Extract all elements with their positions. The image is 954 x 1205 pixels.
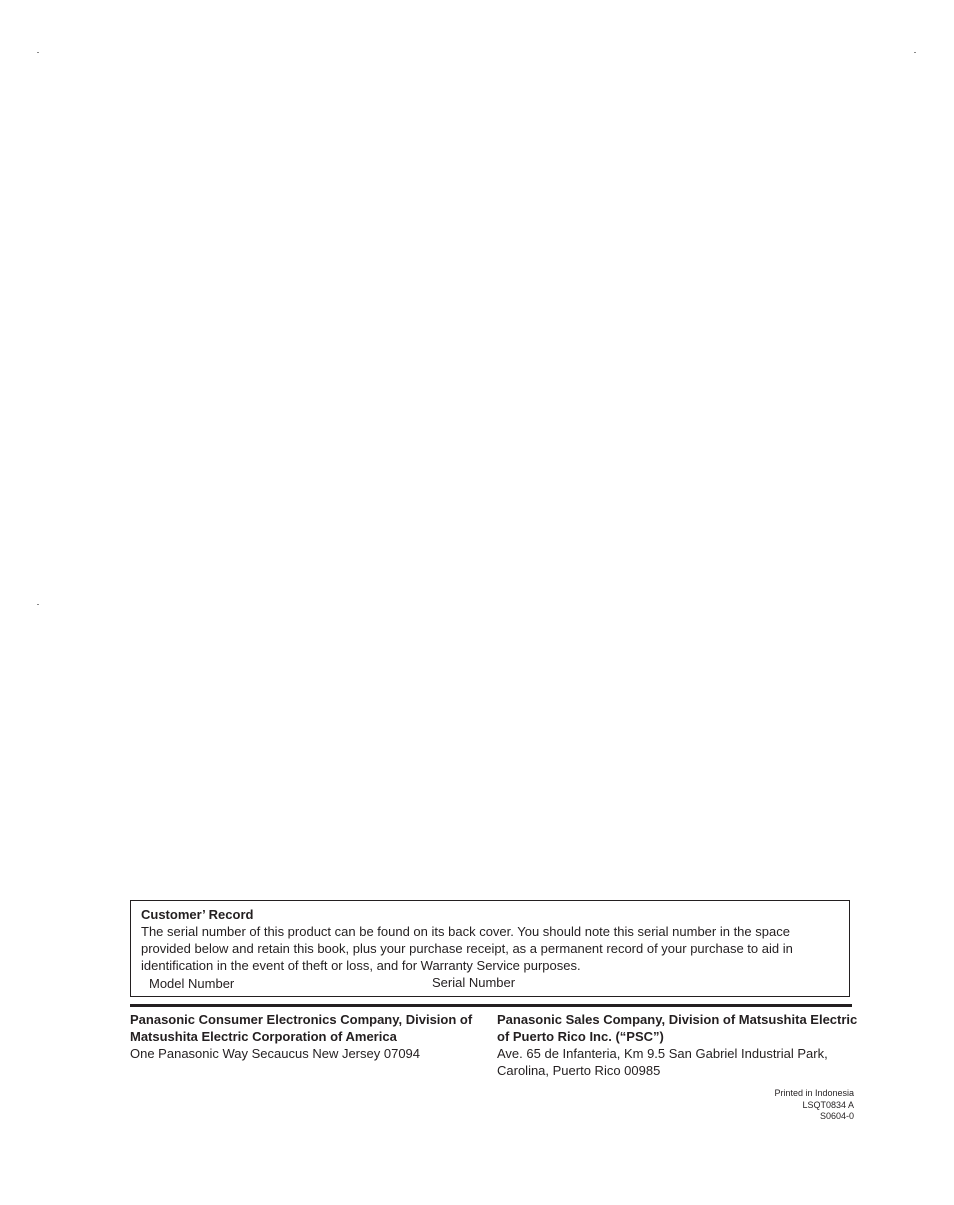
company-info-right xyxy=(497,1011,862,1079)
record-fields-row xyxy=(141,974,839,992)
divider-rule xyxy=(130,1004,852,1007)
model-number-label: Model Number xyxy=(149,976,235,991)
company-name: Panasonic Consumer Electronics Company, Division of Matsushita Electric Corporation of America xyxy=(130,1012,473,1044)
document-code: LSQT0834 A xyxy=(802,1099,854,1110)
company-address: Ave. 65 de Infanteria, Km 9.5 San Gabriel Industrial Park, Carolina, Puerto Rico 00985 xyxy=(497,1046,828,1078)
customer-record-title: Customer’ Record xyxy=(141,907,254,922)
revision-code: S0604-0 xyxy=(819,1111,854,1121)
company-info-left xyxy=(130,1011,490,1062)
crop-mark-top-left xyxy=(37,52,39,53)
serial-number-label: Serial Number xyxy=(432,975,516,990)
printed-in-text: Printed in Indonesia xyxy=(774,1088,854,1098)
crop-mark-top-right xyxy=(914,52,916,53)
company-address: One Panasonic Way Secaucus New Jersey 07094 xyxy=(130,1046,421,1061)
print-info xyxy=(774,1088,854,1123)
customer-record-text: The serial number of this product can be found on its back cover. You should note this serial number in the space provided below and retain this book, plus your purchase receipt, as a permanent record of your purchase to aid in identification in the event of theft or loss, and for Warranty Service purposes. xyxy=(141,924,793,973)
crop-mark-middle-left xyxy=(37,604,39,605)
company-name: Panasonic Sales Company, Division of Matsushita Electric of Puerto Rico Inc. (“PSC”) xyxy=(497,1012,858,1044)
customer-record-box xyxy=(130,900,850,997)
